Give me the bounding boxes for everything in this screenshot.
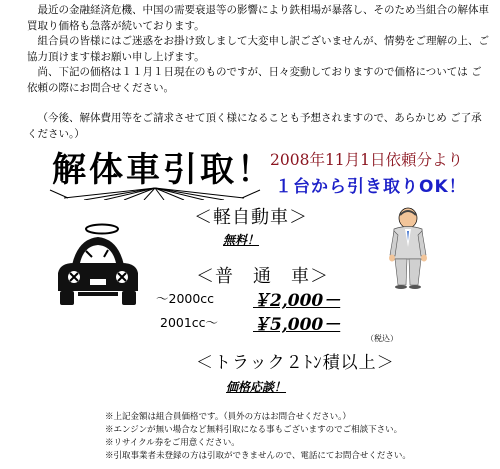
pickup-from-one-car: １台から引き取りOK！ [275,177,467,197]
intro-paragraph-3: 尚、下記の価格は１１月１日現在のものですが、日々変動しておりますので価格については ご依頼の際にお問合せください。 [27,66,482,94]
regular-car-heading: ＜普 通 車＞ [196,266,329,287]
regular-car-row2-price: ￥5,000－ [253,315,341,335]
regular-car-row2-label: 2001cc～ [160,315,219,330]
footnote-item: ※上記金額は組合員価格です。（員外の方はお問合せください。） [105,412,351,422]
footnote-item: ※エンジンが無い場合など無料引取になる事もございますのでご相談下さい。 [105,425,403,435]
intro-note: （今後、解体費用等をご請求させて頂く様になることも予想されますので、あらかじめ ご了承ください。） [27,112,482,140]
footnote-item: ※リサイクル券をご用意ください。 [105,438,240,448]
hero-title: 解体車引取！ [52,150,274,190]
truck-heading: ＜トラック２ﾄﾝ積以上＞ [196,353,395,373]
hero-banner [44,138,274,200]
kei-car-heading: ＜軽自動車＞ [194,207,308,228]
bowing-man-icon [381,207,435,289]
footnote-item: ※引取事業者未登録の方は引取ができませんので、電話にてお問合せください。 [105,451,411,461]
truck-price: 価格応談！ [226,380,287,394]
date-line: 2008年11月1日依頼分より [270,151,464,169]
intro-text [27,3,492,142]
footnotes [105,411,411,463]
broken-car-icon [50,221,146,309]
kei-car-price: 無料！ [223,233,260,247]
intro-paragraph-1: 最近の金融経済危機、中国の需要衰退等の影響により鉄相場が暴落し、そのため当組合の解体車買取り価格も急落が続いております。 [27,4,489,32]
regular-car-row1-price: ￥2,000－ [253,291,341,311]
intro-paragraph-2: 組合員の皆様にはご迷惑をお掛け致しまして大変申し訳ございませんが、情勢をご理解の上、ご協力頂けます様お願い申し上げます。 [27,35,489,63]
tax-included-note: （税込） [366,334,398,343]
regular-car-row1-label: ～2000cc [156,291,215,306]
